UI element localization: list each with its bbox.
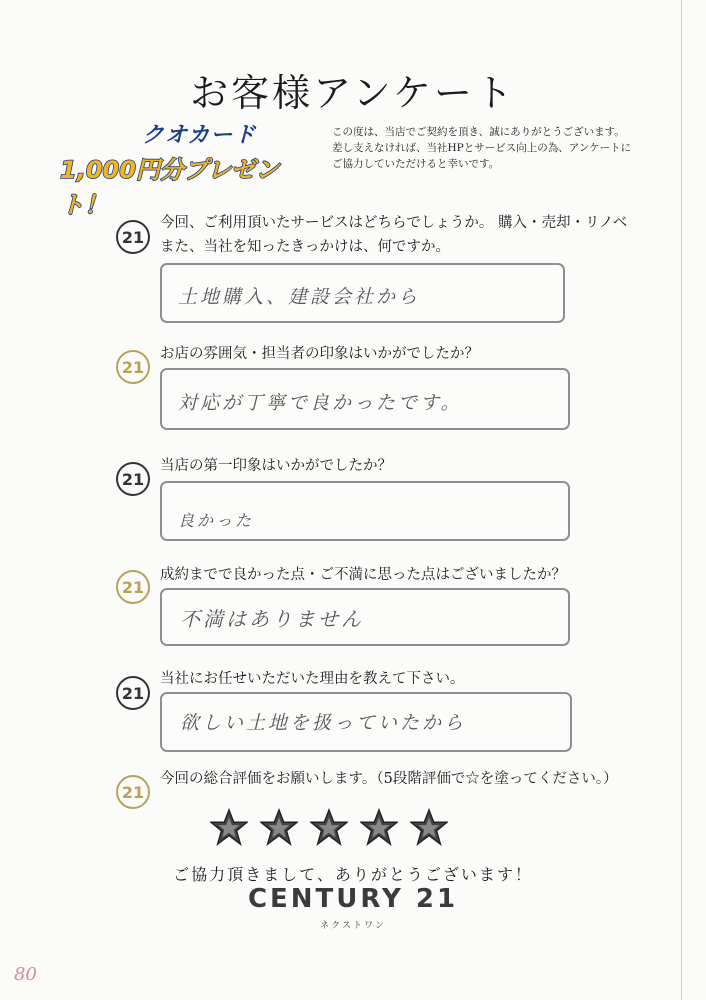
- answer-3-handwriting: 良かった: [178, 511, 255, 530]
- brand-subtitle: ネクストワン: [320, 921, 386, 931]
- promo-line2: 1,000円分プレゼント！: [60, 156, 279, 219]
- century21-badge-icon: 21: [116, 775, 150, 809]
- question-5: 当社にお任せいただいた理由を教えて下さい。: [160, 671, 465, 687]
- answer-1-handwriting: 土地購入、建設会社から: [178, 286, 421, 308]
- question-4: 成約までで良かった点・ご不満に思った点はございましたか？: [160, 567, 566, 583]
- intro-line: ご協力していただけると幸いです。: [332, 158, 500, 170]
- page-title: お客様アンケート: [190, 71, 516, 115]
- century21-badge-icon: 21: [116, 220, 150, 254]
- question-3: 当店の第一印象はいかがでしたか？: [160, 458, 392, 474]
- century21-badge-icon: 21: [116, 462, 150, 496]
- question-2: お店の雰囲気・担当者の印象はいかがでしたか？: [160, 346, 479, 362]
- quo-card-promo: [60, 118, 322, 219]
- answer-4-handwriting: 不満はありません: [180, 607, 364, 631]
- answer-5-handwriting: 欲しい土地を扱っていたから: [180, 712, 467, 734]
- thanks-message: ご協力頂きまして、ありがとうございます！: [173, 865, 533, 884]
- century21-badge-icon: 21: [116, 350, 150, 384]
- century21-badge-icon: 21: [116, 570, 150, 604]
- answer-2-handwriting: 対応が丁寧で良かったです。: [178, 392, 463, 414]
- intro-text: [332, 124, 650, 172]
- filled-star-icon[interactable]: [210, 808, 248, 846]
- scan-edge-line: [681, 0, 682, 1000]
- century21-logo: CENTURY 21: [247, 884, 459, 914]
- intro-line: この度は、当店でご契約を頂き、誠にありがとうございます。: [332, 126, 625, 138]
- question-1-line-1: 今回、ご利用頂いたサービスはどちらでしょうか。 購入・売却・リノベ: [160, 215, 628, 231]
- star-rating: [210, 808, 450, 848]
- promo-line1: クオカード: [142, 123, 257, 148]
- filled-star-icon[interactable]: [260, 808, 298, 846]
- handwritten-page-number: 80: [14, 964, 37, 985]
- filled-star-icon[interactable]: [310, 808, 348, 846]
- filled-star-icon[interactable]: [360, 808, 398, 846]
- intro-line: 差し支えなければ、当社HPとサービス向上の為、アンケートに: [332, 142, 632, 154]
- question-1-line-2: また、当社を知ったきっかけは、何ですか。: [160, 239, 450, 255]
- century21-badge-icon: 21: [116, 676, 150, 710]
- question-6: 今回の総合評価をお願いします。（5段階評価で☆を塗ってください。）: [160, 771, 618, 787]
- filled-star-icon[interactable]: [410, 808, 448, 846]
